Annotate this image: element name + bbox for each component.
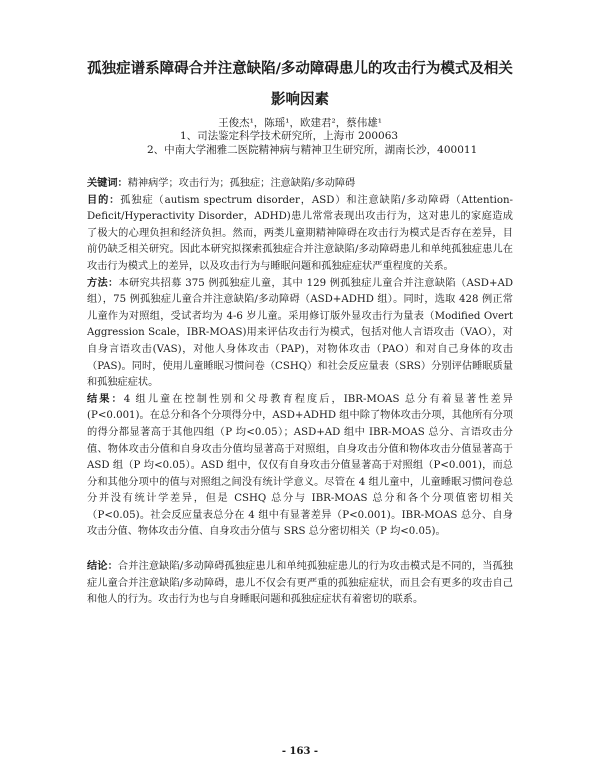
objective-label: 目的： (87, 194, 121, 206)
keywords-label: 关键词： (87, 178, 128, 189)
methods-label: 方法： (87, 277, 119, 289)
objective-paragraph (87, 193, 513, 276)
methods-paragraph (87, 276, 513, 392)
conclusion-text: 合并注意缺陷/多动障碍孤独症患儿和单纯孤独症患儿的行为攻击模式是不同的，当孤独症儿童合并注意缺陷/多动障碍，患儿不仅会有更严重的孤独症症状，而且会有更多的攻击自己和他人的行为。攻击行为也与自身睡眠问题和孤独症症状有着密切的联系。 (87, 561, 513, 606)
page-number: - 163 - (281, 746, 319, 757)
results-label: 结果： (87, 393, 124, 405)
paper-title-line-1: 孤独症谱系障碍合并注意缺陷/多动障碍患儿的攻击行为模式及相关 (87, 61, 513, 77)
affiliation-2: 2、中南大学湘雅二医院精神病与精神卫生研究所，湖南长沙，400011 (147, 144, 478, 156)
results-text: 4 组儿童在控制性别和父母教育程度后，IBR-MOAS 总分有着显著性差异 (P<0.001)。在总分和各个分项得分中，ASD+ADHD 组中除了物体攻击分项，其他所有分项的得分都显著高于其他四组（P 均<0.05）；ASD+AD 组中 IBR-MOAS 总分、言语攻击分值、物体攻击分值和自身攻击分值均显著高于对照组，自身攻击分值和物体攻击分值显著高于 ASD 组（P 均<0.05）。ASD 组中，仅仅有自身攻击分值显著高于对照组（P<0.001)，而总分和其他分项中的值与对照组之间没有统计学意义。尽管在 4 组儿童中，儿童睡眠习惯问卷总分并没有统计学差异，但是 CSHQ 总分与 IBR-MOAS 总分和各个分项值密切相关（P<0.05)。社会反应量表总分在 4 组中有显著差异（P<0.001)。IBR-MOAS 总分、自身攻击分值、物体攻击分值、自身攻击分值与 SRS 总分密切相关（P 均<0.05)。 (87, 393, 514, 538)
results-paragraph (87, 392, 513, 541)
conclusion-paragraph (87, 559, 513, 609)
methods-text: 本研究共招募 375 例孤独症儿童，其中 129 例孤独症儿童合并注意缺陷（ASD+AD组），75 例孤独症儿童合并注意缺陷/多动障碍（ASD+ADHD 组）。同时，选取 428 例正常儿童作为对照组，受试者均为 4-6 岁儿童。采用修订版外显攻击行为量表（Modified Overt Aggression Scale，IBR-MOAS)用来评估攻击行为模式，包括对他人言语攻击（VAO），对自身言语攻击(VAS)，对他人身体攻击（PAP)，对物体攻击（PAO）和对自己身体的攻击（PAS)。同时，使用儿童睡眠习惯问卷（CSHQ）和社会反应量表（SRS）分别评估睡眠质量和孤独症症状。 (87, 277, 514, 389)
objective-text: 孤独症（autism spectrum disorder，ASD）和注意缺陷/多动障碍（Attention-Deficit/Hyperactivity Disorder，ADHD)患儿常常表现出攻击行为，这对患儿的家庭造成了极大的心理负担和经济负担。然而，两类儿童期精神障碍在攻击行为模式是否存在差异，目前仍缺乏相关研究。因此本研究拟探索孤独症合并注意缺陷/多动障碍患儿和单纯孤独症患儿在攻击行为模式上的差异，以及攻击行为与睡眠问题和孤独症症状严重程度的关系。 (87, 194, 513, 272)
conclusion-label: 结论： (87, 561, 118, 573)
keywords-text: 精神病学；攻击行为；孤独症；注意缺陷/多动障碍 (127, 178, 356, 189)
affiliation-1: 1、司法鉴定科学技术研究所，上海市 200063 (180, 130, 399, 142)
keywords-paragraph (87, 176, 513, 193)
section-spacer (87, 541, 513, 559)
paper-title-line-2: 影响因素 (271, 92, 329, 108)
author-list: 王俊杰¹，陈瑶¹，欧建君²，蔡伟雄¹ (218, 117, 382, 129)
abstract-body (87, 176, 513, 609)
